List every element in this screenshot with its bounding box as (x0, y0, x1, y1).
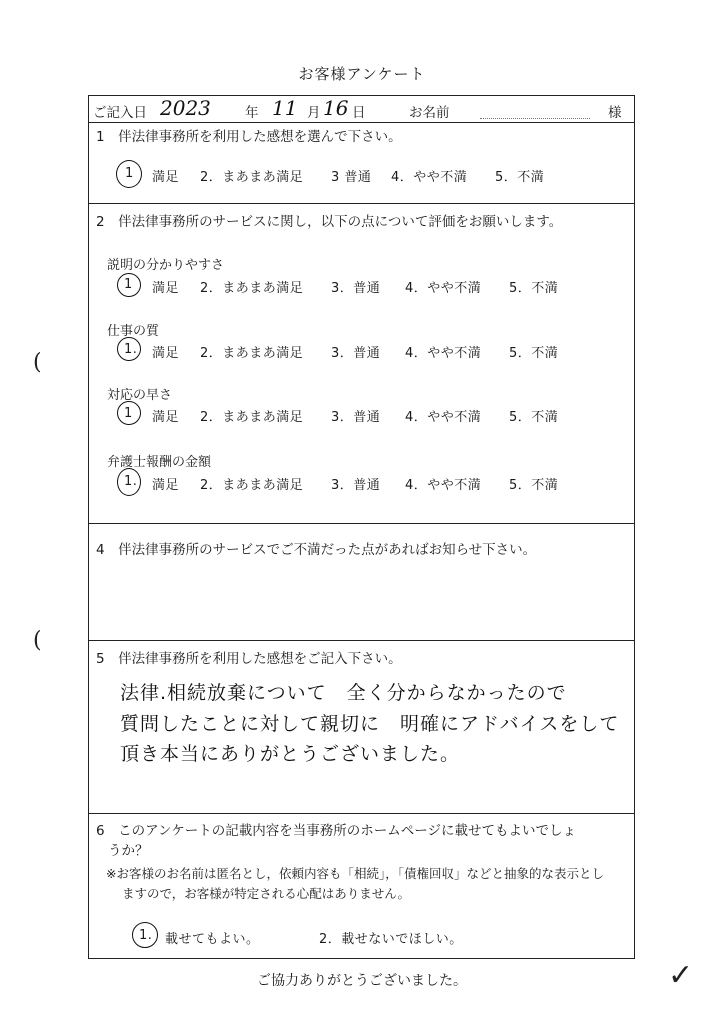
q6-option2: 2．載せないでほしい。 (319, 932, 463, 947)
q2-item-option1-number: 1. (124, 342, 138, 357)
year-label: 年 (245, 105, 259, 121)
q6-note-line1: ※お客様のお名前は匿名とし，依頼内容も「相続」，「債権回収」などと抽象的な表示とし (106, 866, 604, 881)
q2-item-option3: 3．普通 (331, 410, 381, 425)
date-month-value: 11 (272, 96, 298, 120)
divider (88, 523, 635, 524)
date-label: ご記入日 (93, 105, 147, 121)
divider (88, 203, 635, 204)
binding-mark: ( (33, 628, 42, 653)
q5-question: 5 伴法律事務所を利用した感想をご記入下さい。 (96, 651, 402, 667)
q1-option1-label: 満足 (152, 170, 180, 185)
q2-item-option2: 2．まあまあ満足 (200, 410, 304, 425)
q1-option5: 5．不満 (495, 170, 545, 185)
q2-item-label: 対応の早さ (107, 388, 173, 403)
q2-item-label: 説明の分かりやすさ (107, 258, 225, 273)
q2-item-option4: 4．やや不満 (405, 410, 482, 425)
q6-option1-label: 載せてもよい。 (165, 932, 260, 947)
q2-item-option5: 5．不満 (509, 346, 559, 361)
q2-item-option5: 5．不満 (509, 478, 559, 493)
q2-item-option3: 3．普通 (331, 478, 381, 493)
q1-option2: 2．まあまあ満足 (200, 170, 304, 185)
q6-question-line2: うか？ (108, 843, 149, 859)
q2-item-label: 弁護士報酬の金額 (107, 455, 212, 470)
footer-thanks: ご協力ありがとうございました。 (257, 973, 467, 989)
name-field-line (480, 118, 590, 119)
honorific-label: 様 (608, 105, 622, 121)
q1-option1-number: 1 (125, 166, 134, 181)
q2-item-option3: 3．普通 (331, 346, 381, 361)
q2-item-option5: 5．不満 (509, 281, 559, 296)
form-title: お客様アンケート (298, 65, 426, 83)
q5-answer-line: 質問したことに対して親切に 明確にアドバイスをして (120, 713, 620, 735)
binding-mark: ( (33, 350, 42, 375)
q2-item-option4: 4．やや不満 (405, 281, 482, 296)
q5-answer-line: 頂き本当にありがとうございました。 (120, 743, 461, 765)
q6-question-line1: 6 このアンケートの記載内容を当事務所のホームページに載せてもよいでしょ (96, 823, 577, 839)
check-mark-icon: ✓ (668, 958, 694, 993)
q2-item-option1-label: 満足 (152, 478, 180, 493)
name-label: お名前 (409, 105, 450, 121)
q2-item-option2: 2．まあまあ満足 (200, 281, 304, 296)
q2-item-option1-label: 満足 (152, 346, 180, 361)
q4-question: 4 伴法律事務所のサービスでご不満だった点があればお知らせ下さい。 (96, 542, 537, 558)
q5-answer-line: 法律.相続放棄について 全く分からなかったので (120, 682, 567, 704)
q1-option4: 4．やや不満 (391, 170, 468, 185)
q2-item-option5: 5．不満 (509, 410, 559, 425)
q2-question: 2 伴法律事務所のサービスに関し，以下の点について評価をお願いします。 (96, 214, 563, 230)
q2-item-option1-label: 満足 (152, 410, 180, 425)
q2-item-option4: 4．やや不満 (405, 346, 482, 361)
day-label: 日 (352, 105, 366, 121)
q2-item-option3: 3．普通 (331, 281, 381, 296)
q2-item-option1-number: 1. (124, 474, 138, 489)
q2-item-option1-number: 1 (124, 277, 133, 292)
divider (88, 813, 635, 814)
q1-option3: 3 普通 (331, 170, 372, 185)
q6-option1-number: 1. (139, 928, 153, 943)
q2-item-option4: 4．やや不満 (405, 478, 482, 493)
date-day-value: 16 (323, 96, 349, 120)
q2-item-option1-label: 満足 (152, 281, 180, 296)
divider (88, 640, 635, 641)
date-year-value: 2023 (160, 96, 211, 120)
q2-item-option2: 2．まあまあ満足 (200, 346, 304, 361)
q2-item-label: 仕事の質 (107, 324, 160, 339)
q6-note-line2: ますので，お客様が特定される心配はありません。 (122, 886, 411, 901)
divider (88, 122, 635, 123)
month-label: 月 (307, 105, 321, 121)
q2-item-option1-number: 1 (124, 406, 133, 421)
q1-question: 1 伴法律事務所を利用した感想を選んで下さい。 (96, 129, 402, 145)
q2-item-option2: 2．まあまあ満足 (200, 478, 304, 493)
